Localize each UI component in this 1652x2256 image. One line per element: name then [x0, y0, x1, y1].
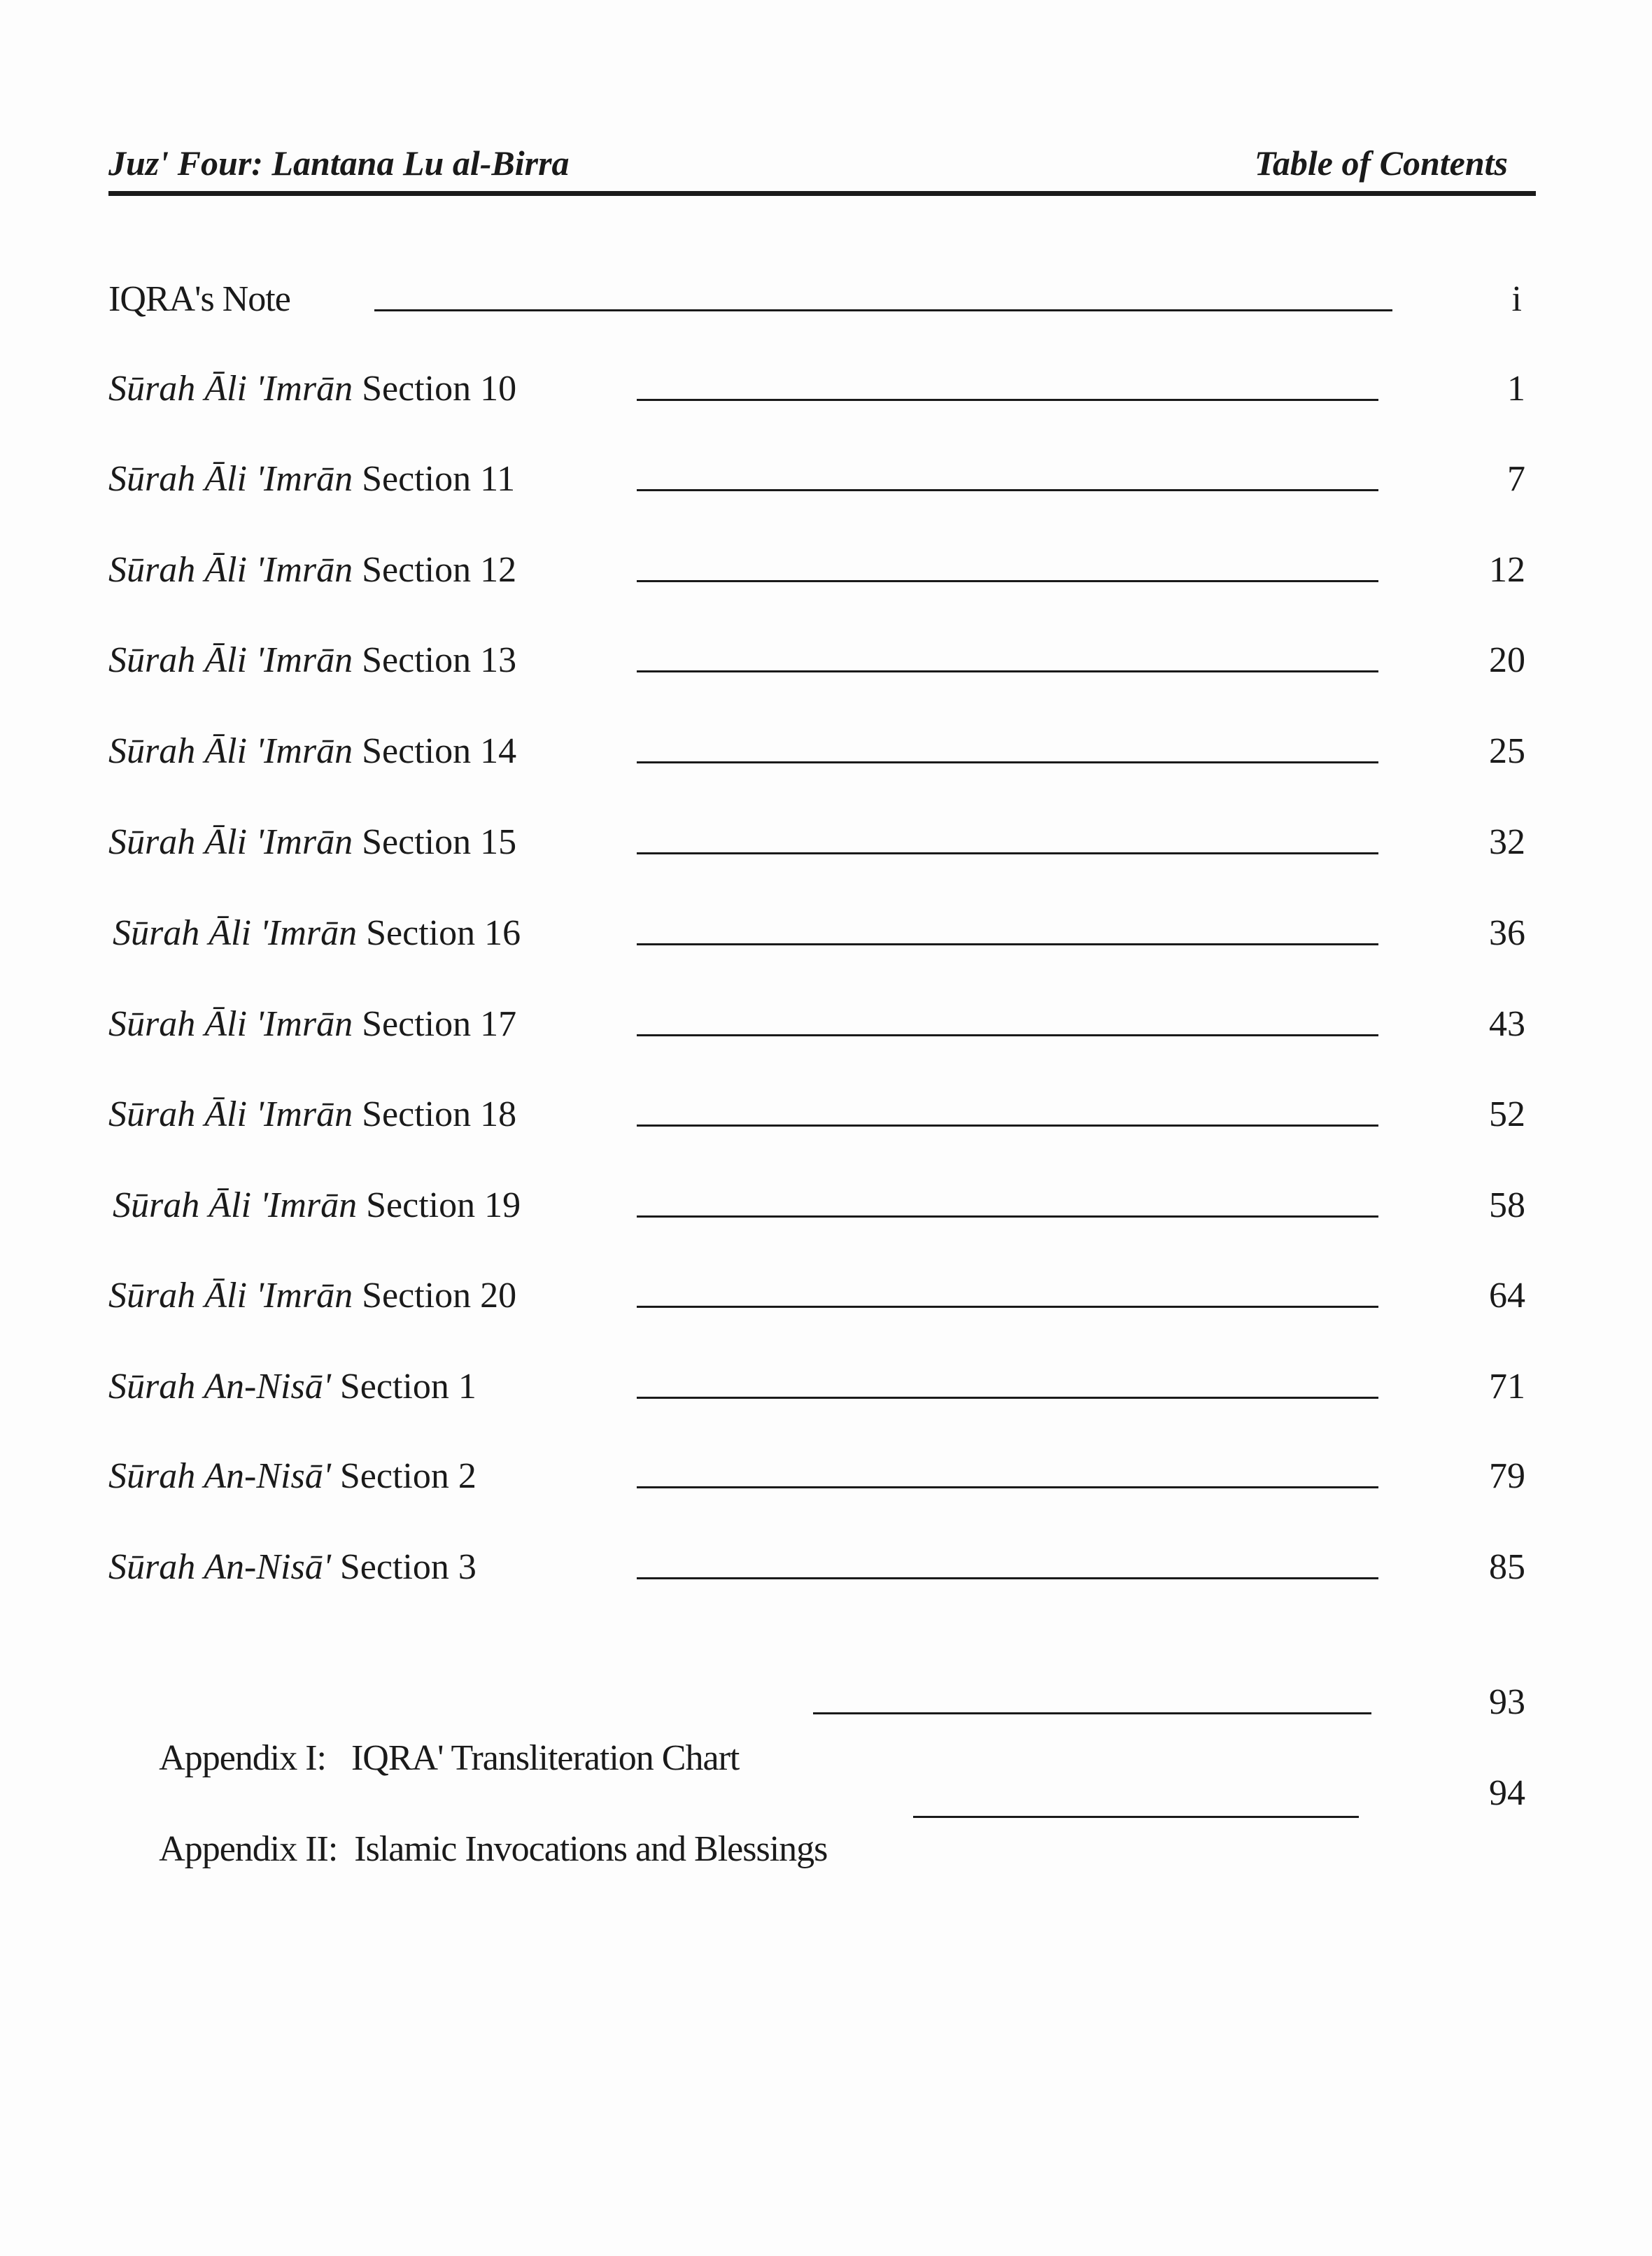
toc-entry-an-nisa-1[interactable]	[108, 1359, 1525, 1415]
section-label: Section 11	[362, 459, 516, 499]
dotted-leader	[637, 489, 1378, 491]
surah-name: Sūrah An-Nisā'	[108, 1367, 331, 1407]
section-label: Section 19	[366, 1185, 521, 1225]
section-label: Section 2	[339, 1456, 476, 1496]
toc-entry-title	[108, 542, 516, 598]
running-title: Juz' Four: Lantana Lu al-Birra	[108, 143, 570, 183]
dotted-leader	[637, 1397, 1378, 1399]
toc-page-number: 52	[1489, 1094, 1525, 1134]
toc-entry-title	[108, 815, 516, 870]
toc-entry-title	[108, 1359, 476, 1415]
toc-entry-title	[108, 996, 516, 1052]
toc-entry-title	[108, 1087, 516, 1143]
toc-page-number: 79	[1489, 1456, 1525, 1496]
toc-page-number: 1	[1507, 369, 1525, 409]
toc-page-number: 71	[1489, 1367, 1525, 1407]
toc-page-number: 43	[1489, 1004, 1525, 1044]
toc-entry-label: Appendix II: Islamic Invocations and Blessings	[159, 1829, 828, 1869]
toc-entry-ali-imran-13[interactable]	[108, 633, 1525, 689]
header-rule	[108, 191, 1536, 196]
section-label: Section 12	[362, 550, 517, 590]
surah-name: Sūrah Āli 'Imrān	[113, 1185, 358, 1225]
toc-entry-ali-imran-19[interactable]	[108, 1178, 1525, 1234]
toc-entry-title	[113, 905, 521, 961]
surah-name: Sūrah Āli 'Imrān	[108, 550, 353, 590]
toc-page-number: 32	[1489, 822, 1525, 862]
toc-entry-title	[108, 451, 515, 507]
toc-entry-ali-imran-20[interactable]	[108, 1268, 1525, 1324]
toc-entry-ali-imran-14[interactable]	[108, 724, 1525, 780]
toc-entry-label: Appendix I: IQRA' Transliteration Chart	[159, 1738, 740, 1778]
toc-entry-title	[108, 633, 516, 689]
page-header	[108, 136, 1536, 192]
dotted-leader	[637, 1215, 1378, 1218]
section-label: Section 18	[362, 1094, 517, 1134]
toc-entry-ali-imran-15[interactable]	[108, 815, 1525, 870]
dotted-leader	[637, 1034, 1378, 1036]
toc-entry-appendix-ii[interactable]	[108, 1765, 1525, 1869]
toc-page-number: 94	[1489, 1773, 1525, 1813]
toc-page-number: 25	[1489, 731, 1525, 771]
section-label: Section 1	[339, 1367, 476, 1407]
surah-name: Sūrah Āli 'Imrān	[108, 1094, 353, 1134]
surah-name: Sūrah An-Nisā'	[108, 1456, 331, 1496]
toc-entry-an-nisa-3[interactable]	[108, 1539, 1525, 1595]
surah-name: Sūrah An-Nisā'	[108, 1547, 331, 1587]
toc-entry-title	[113, 1178, 521, 1234]
dotted-leader	[637, 580, 1378, 582]
dotted-leader	[374, 309, 1392, 311]
dotted-leader	[637, 943, 1378, 945]
toc-page-number: 93	[1489, 1682, 1525, 1722]
toc-page-number: 7	[1507, 459, 1525, 499]
toc-page-number: 12	[1489, 550, 1525, 590]
surah-name: Sūrah Āli 'Imrān	[108, 640, 353, 680]
dotted-leader	[637, 1306, 1378, 1308]
section-label: Section 15	[362, 822, 517, 862]
toc-entry-title	[108, 1539, 476, 1595]
surah-name: Sūrah Āli 'Imrān	[108, 731, 353, 771]
toc-page-number: i	[1511, 279, 1522, 319]
toc-page-number: 58	[1489, 1185, 1525, 1225]
dotted-leader	[637, 399, 1378, 401]
toc-entry-ali-imran-11[interactable]	[108, 451, 1525, 507]
dotted-leader	[637, 1577, 1378, 1579]
toc-entry-title	[111, 1765, 827, 1933]
toc-entry-title	[108, 724, 516, 780]
toc-entry-iqras-note[interactable]	[108, 272, 1525, 327]
dotted-leader	[913, 1816, 1359, 1818]
section-label: Section 16	[366, 913, 521, 953]
section-label: Section 20	[362, 1276, 517, 1316]
dotted-leader	[813, 1712, 1371, 1714]
toc-entry-title	[108, 1448, 476, 1504]
toc-entry-label: IQRA's Note	[108, 279, 290, 319]
section-label: Section 3	[339, 1547, 476, 1587]
toc-entry-ali-imran-17[interactable]	[108, 996, 1525, 1052]
toc-entry-appendix-i[interactable]	[108, 1675, 1525, 1778]
toc-entry-title	[108, 1268, 516, 1324]
toc-page-number: 85	[1489, 1547, 1525, 1587]
surah-name: Sūrah Āli 'Imrān	[108, 1004, 353, 1044]
toc-entry-ali-imran-16[interactable]	[108, 905, 1525, 961]
surah-name: Sūrah Āli 'Imrān	[108, 459, 353, 499]
dotted-leader	[637, 670, 1378, 672]
toc-page-number: 64	[1489, 1276, 1525, 1316]
dotted-leader	[637, 761, 1378, 763]
section-title: Table of Contents	[1254, 143, 1508, 183]
surah-name: Sūrah Āli 'Imrān	[108, 822, 353, 862]
toc-entry-ali-imran-12[interactable]	[108, 542, 1525, 598]
toc-page-number: 20	[1489, 640, 1525, 680]
surah-name: Sūrah Āli 'Imrān	[108, 369, 353, 409]
surah-name: Sūrah Āli 'Imrān	[108, 1276, 353, 1316]
toc-page-number: 36	[1489, 913, 1525, 953]
toc-entry-title	[108, 361, 516, 417]
section-label: Section 13	[362, 640, 517, 680]
section-label: Section 17	[362, 1004, 517, 1044]
dotted-leader	[637, 852, 1378, 854]
section-label: Section 10	[362, 369, 517, 409]
toc-entry-ali-imran-10[interactable]	[108, 361, 1525, 417]
section-label: Section 14	[362, 731, 517, 771]
toc-entry-title	[108, 272, 290, 327]
toc-entry-an-nisa-2[interactable]	[108, 1448, 1525, 1504]
toc-entry-ali-imran-18[interactable]	[108, 1087, 1525, 1143]
dotted-leader	[637, 1125, 1378, 1127]
dotted-leader	[637, 1486, 1378, 1488]
surah-name: Sūrah Āli 'Imrān	[113, 913, 358, 953]
